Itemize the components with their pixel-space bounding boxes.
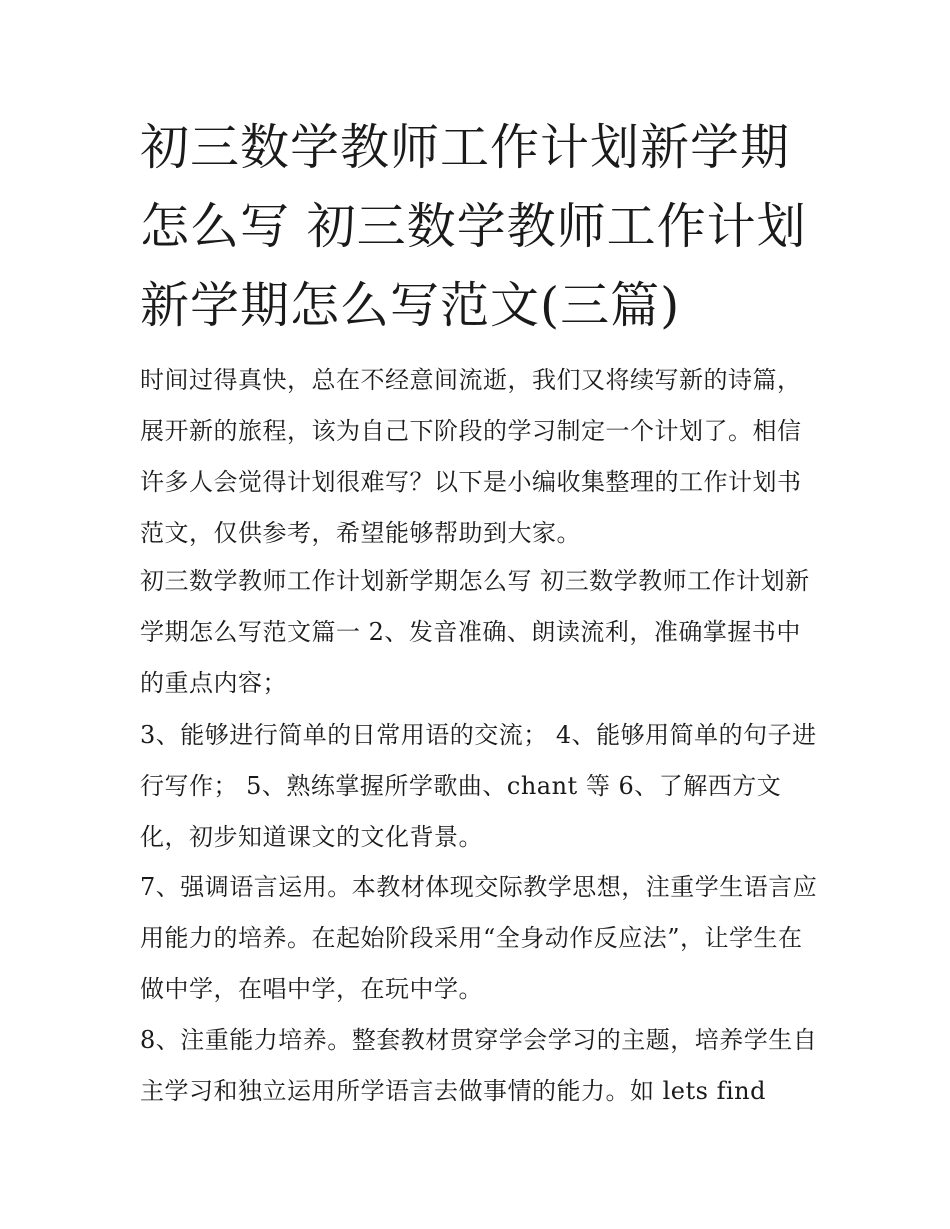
paragraph-items-3-6: 3、能够进行简单的日常用语的交流； 4、能够用简单的句子进行写作； 5、熟练掌握所学歌曲、chant 等 6、了解西方文化，初步知道课文的文化背景。: [140, 721, 817, 851]
paragraph-part-one: 初三数学教师工作计划新学期怎么写 初三数学教师工作计划新学期怎么写范文篇一 2、发音准确、朗读流利，准确掌握书中的重点内容；: [140, 567, 810, 697]
paragraph-item-8: 8、注重能力培养。整套教材贯穿学会学习的主题，培养学生自主学习和独立运用所学语言去做事情的能力。如 lets find: [140, 1026, 818, 1105]
paragraph-intro: 时间过得真快，总在不经意间流逝，我们又将续写新的诗篇，展开新的旅程，该为自己下阶段的学习制定一个计划了。相信许多人会觉得计划很难写？以下是小编收集整理的工作计划书范文，仅供参考，希望能够帮助到大家。: [140, 366, 802, 547]
document-title: 初三数学教师工作计划新学期怎么写 初三数学教师工作计划新学期怎么写范文(三篇): [140, 119, 807, 334]
paragraph-item-7: 7、强调语言运用。本教材体现交际教学思想，注重学生语言应用能力的培养。在起始阶段采用“全身动作反应法”，让学生在做中学，在唱中学，在玩中学。: [140, 873, 818, 1003]
